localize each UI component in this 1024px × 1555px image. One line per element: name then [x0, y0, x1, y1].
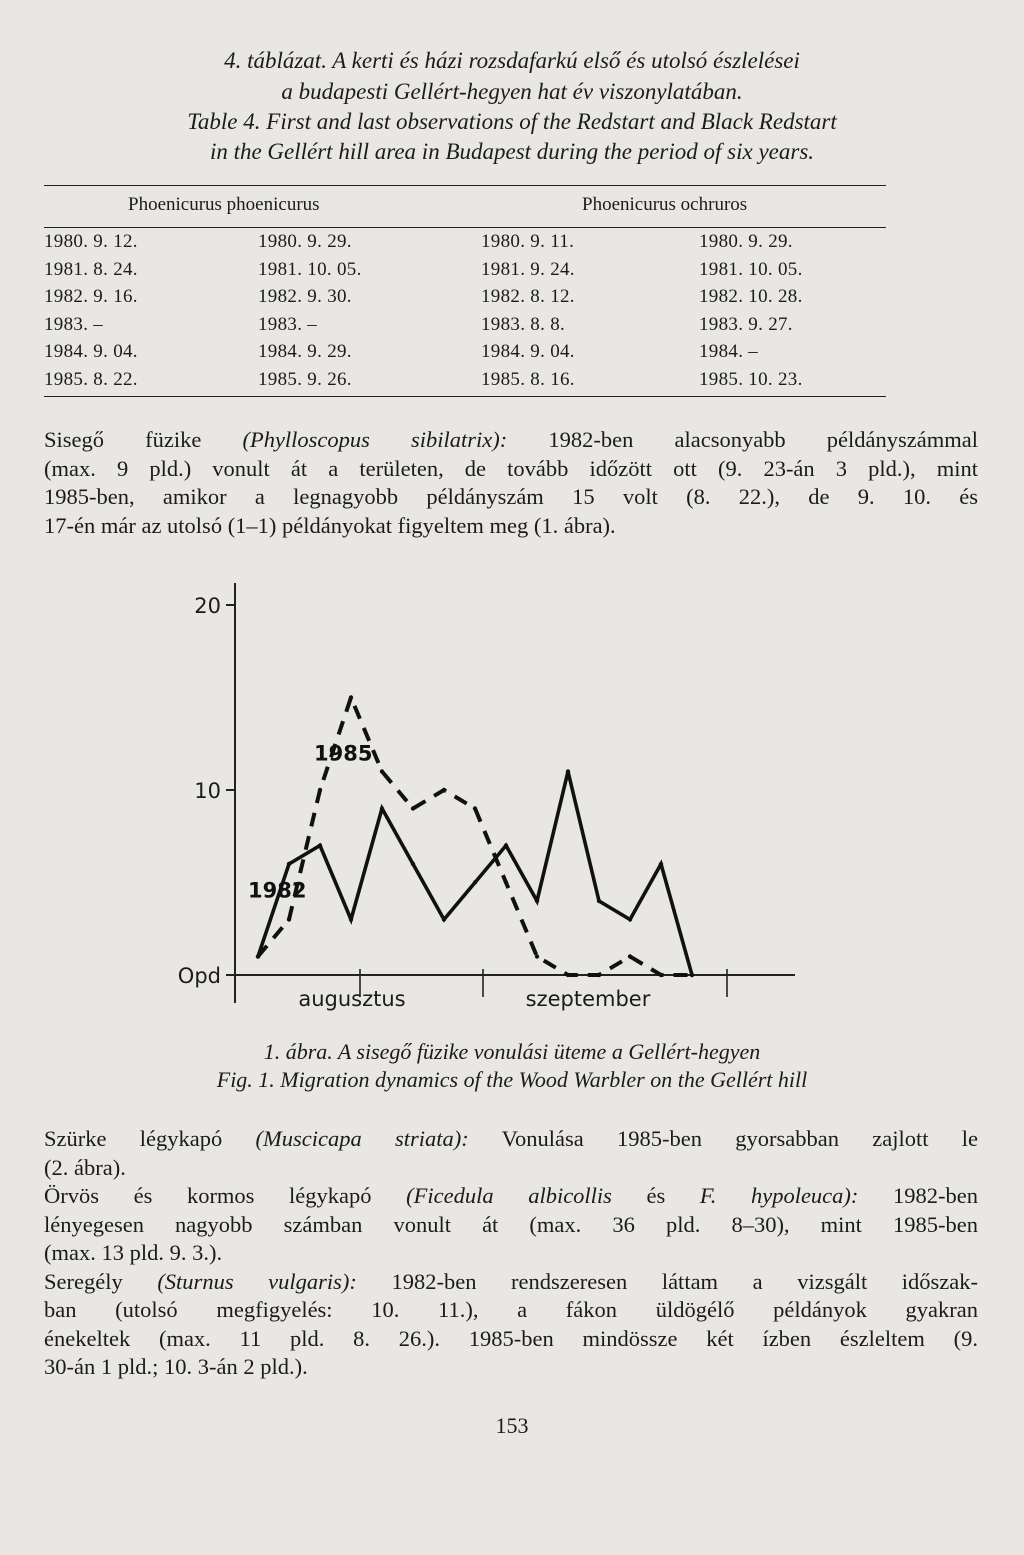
table-cell: 1983. 9. 27. — [699, 313, 793, 335]
table-cell: 1981. 10. 05. — [258, 258, 362, 280]
table-cell: 1982. 8. 12. — [481, 286, 575, 307]
chart-series-labels — [248, 741, 372, 902]
x-label: augusztus — [298, 987, 406, 1011]
para1-line2: (max. 9 pld.) vonult át a területen, de tovább időzött ott (9. 23-án 3 pld.), mint — [44, 455, 978, 481]
series-1982-point — [659, 862, 663, 866]
para2-line8: énekeltek (max. 11 pld. 8. 26.). 1985-ben mindössze két ízben észleltem (9. — [44, 1325, 978, 1351]
para2-line1: Szürke légykapó (Muscicapa striata): Vonulása 1985-ben gyorsabban zajlott le — [44, 1126, 978, 1151]
table-cell: 1983. – — [258, 313, 318, 335]
x-label: szeptember — [525, 987, 651, 1011]
paragraph-phylloscopus — [44, 426, 978, 540]
table-cell: 1984. 9. 29. — [258, 341, 352, 362]
table-cell: 1982. 9. 30. — [258, 286, 352, 307]
table-cell: 1981. 10. 05. — [699, 258, 803, 280]
table-cell: 1981. 9. 24. — [481, 258, 575, 280]
series-1985-point — [597, 973, 601, 977]
table-cell: 1980. 9. 29. — [258, 231, 352, 252]
series-1982-point — [287, 862, 291, 866]
series-1982-line — [258, 772, 692, 976]
series-1985-point — [287, 917, 291, 921]
series-1985-point — [535, 954, 539, 958]
table-cell: 1980. 9. 11. — [481, 231, 575, 252]
table-cell: 1985. 10. 23. — [699, 368, 803, 390]
table-cell: 1983. – — [44, 313, 104, 335]
series-1982-point — [473, 880, 477, 884]
chart-series — [256, 695, 694, 977]
series-label-1985: 1985 — [314, 741, 373, 766]
para2-line2: (2. ábra). — [44, 1154, 126, 1180]
table-cell: 1982. 10. 28. — [699, 286, 803, 307]
chart-x-labels — [298, 987, 650, 1011]
para2-line5: (max. 13 pld. 9. 3.). — [44, 1240, 223, 1265]
series-1985-point — [659, 973, 663, 977]
series-label-1982: 1982 — [248, 878, 307, 903]
series-1985-point — [473, 806, 477, 810]
table-cell: 1984. 9. 04. — [44, 341, 138, 362]
chart-y-ticks — [178, 594, 235, 988]
para2-line9: 30-án 1 pld.; 10. 3-án 2 pld.). — [44, 1354, 308, 1379]
para2-line6: Seregély (Sturnus vulgaris): 1982-ben rendszeresen láttam a vizsgált időszak- — [44, 1268, 979, 1294]
series-1985-point — [318, 788, 322, 792]
series-1982-point — [380, 806, 384, 810]
table-cell: 1985. 8. 22. — [44, 368, 138, 390]
para1-line1: Sisegő füzike (Phylloscopus sibilatrix): 1982-ben alacsonyabb példányszámmal — [44, 427, 978, 452]
table-bottom-rule — [44, 396, 886, 397]
series-1982-point — [318, 843, 322, 847]
series-1982-point — [628, 917, 632, 921]
para2-line3: Örvös és kormos légykapó (Ficedula albicollis és F. hypoleuca): 1982-ben — [44, 1183, 978, 1208]
table-cell: 1984. 9. 04. — [481, 341, 575, 362]
figure-caption-hu: 1. ábra. A sisegő füzike vonulási üteme a Gellért-hegyen — [263, 1039, 761, 1064]
table-caption-en-1: Table 4. First and last observations of the Redstart and Black Redstart — [187, 109, 837, 134]
series-1985-point — [504, 880, 508, 884]
y-tick-label: 10 — [194, 779, 221, 803]
y-tick-label: 20 — [194, 594, 221, 618]
table-header-rule — [44, 227, 886, 228]
series-1985-point — [628, 954, 632, 958]
table-header-ochruros: Phoenicurus ochruros — [582, 194, 748, 215]
table-caption-hu-2: a budapesti Gellért-hegyen hat év viszonylatában. — [281, 79, 743, 104]
series-1982-point — [690, 973, 694, 977]
table-top-rule — [44, 185, 886, 186]
series-1982-point — [442, 917, 446, 921]
page-number: 153 — [495, 1413, 529, 1438]
series-1985-point — [566, 973, 570, 977]
table-caption-hu-1: 4. táblázat. A kerti és házi rozsdafarkú első és utolsó észlelései — [224, 48, 800, 73]
para2-line7: ban (utolsó megfigyelés: 10. 11.), a fákon üldögélő példányok gyakran — [44, 1297, 978, 1322]
series-1985-point — [380, 769, 384, 773]
table-cell: 1981. 8. 24. — [44, 258, 138, 280]
series-1982-point — [349, 917, 353, 921]
table-caption-en-2: in the Gellért hill area in Budapest during the period of six years. — [209, 139, 815, 164]
table-cell: 1985. 9. 26. — [258, 368, 352, 390]
series-1982-point — [535, 899, 539, 903]
figure-caption-en: Fig. 1. Migration dynamics of the Wood Warbler on the Gellért hill — [216, 1067, 808, 1092]
series-1982-point — [566, 769, 570, 773]
table-header-phoenicurus: Phoenicurus phoenicurus — [128, 194, 320, 215]
table-cell: 1980. 9. 29. — [699, 231, 793, 252]
table-cell: 1982. 9. 16. — [44, 286, 138, 307]
series-1985-point — [349, 695, 353, 699]
table-cell: 1983. 8. 8. — [481, 313, 566, 335]
table-cell: 1980. 9. 12. — [44, 231, 138, 252]
table-cell: 1985. 8. 16. — [481, 368, 575, 390]
series-1982-point — [256, 954, 260, 958]
series-1985-line — [258, 698, 692, 976]
paragraph-species — [44, 1125, 978, 1382]
para1-line4: 17-én már az utolsó (1–1) példányokat figyeltem meg (1. ábra). — [44, 512, 616, 538]
para2-line4: lényegesen nagyobb számban vonult át (max. 36 pld. 8–30), mint 1985-ben — [44, 1211, 978, 1237]
para1-line3: 1985-ben, amikor a legnagyobb példányszám 15 volt (8. 22.), de 9. 10. és — [44, 484, 978, 509]
series-1982-point — [411, 862, 415, 866]
y-tick-label: Opd — [177, 964, 221, 988]
table-cell: 1984. – — [699, 341, 759, 362]
series-1982-point — [597, 899, 601, 903]
series-1985-point — [442, 788, 446, 792]
migration-chart — [0, 575, 1024, 1035]
series-1985-point — [411, 806, 415, 810]
series-1982-point — [504, 843, 508, 847]
